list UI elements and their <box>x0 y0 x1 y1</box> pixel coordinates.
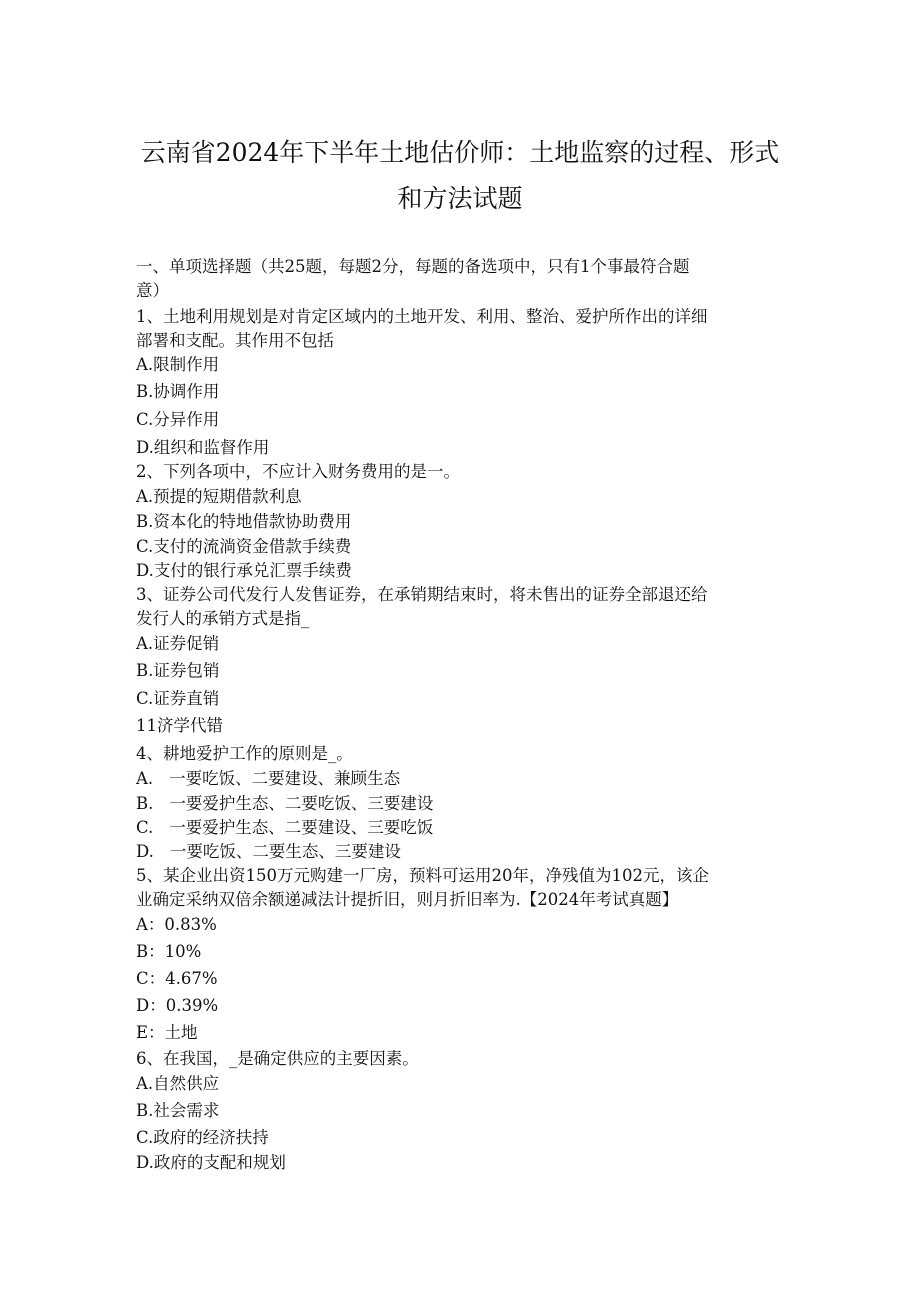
question-2-stem: 2、下列各项中，不应计入财务费用的是一。 <box>136 462 460 481</box>
option-text: 一要吃饭、二要建设、兼顾生态 <box>169 769 401 788</box>
option-text: 一要吃饭、二要生态、三要建设 <box>169 842 401 861</box>
question-4-option-a <box>136 771 400 788</box>
question-3-option-b: B.证券包销 <box>136 661 220 680</box>
question-6-stem: 6、在我国，_是确定供应的主要因素。 <box>136 1049 419 1068</box>
question-1-option-d: D.组织和监督作用 <box>136 438 270 457</box>
question-6-option-d: D.政府的支配和规划 <box>136 1153 286 1172</box>
question-1-stem-line-1: 1、土地利用规划是对肯定区域内的土地开发、利用、整治、爱护所作出的详细 <box>136 307 708 326</box>
document-title-line-1: 云南省2024年下半年土地估价师：土地监察的过程、形式 <box>140 138 780 167</box>
option-text: 一要爱护生态、二要吃饭、三要建设 <box>169 794 434 813</box>
question-3-option-c: C.证券直销 <box>136 689 220 708</box>
question-5-option-b: B：10% <box>136 942 202 961</box>
question-1-option-c: C.分异作用 <box>136 410 220 429</box>
question-5-option-a: A：0.83% <box>136 915 217 934</box>
option-letter: C. <box>136 818 154 837</box>
question-5-option-d: D：0.39% <box>136 996 219 1015</box>
question-3-option-d: 11济学代错 <box>136 716 223 735</box>
option-letter: A. <box>136 769 154 788</box>
question-4-option-d <box>136 844 401 861</box>
question-1-stem-line-2: 部署和支配。其作用不包括 <box>136 331 334 350</box>
option-letter: D. <box>136 842 154 861</box>
option-text: 一要爱护生态、二要建设、三要吃饭 <box>169 818 434 837</box>
question-1-option-b: B.协调作用 <box>136 382 220 401</box>
section-heading-line-2: 意） <box>136 281 169 300</box>
question-5-option-c: C：4.67% <box>136 969 218 988</box>
document-title-line-2: 和方法试题 <box>397 184 523 213</box>
question-5-stem-line-2: 业确定采纳双倍余额递减法计提折旧，则月折旧率为.【2024年考试真题】 <box>136 890 679 909</box>
question-5-option-e: E：土地 <box>136 1023 198 1042</box>
option-letter: B. <box>136 794 154 813</box>
question-4-stem: 4、耕地爱护工作的原则是_。 <box>136 744 353 763</box>
question-4-option-b <box>136 796 433 813</box>
question-3-stem-line-2: 发行人的承销方式是指_ <box>136 609 310 628</box>
question-4-option-c <box>136 820 433 837</box>
question-3-option-a: A.证券促销 <box>136 634 220 653</box>
question-3-stem-line-1: 3、证券公司代发行人发售证券，在承销期结束时，将未售出的证券全部退还给 <box>136 585 708 604</box>
question-2-option-b: B.资本化的特地借款协助费用 <box>136 512 352 531</box>
question-2-option-c: C.支付的流淌资金借款手续费 <box>136 537 352 556</box>
question-5-stem-line-1: 5、某企业出资150万元购建一厂房，预料可运用20年，净残值为102元，该企 <box>136 866 709 885</box>
question-2-option-d: D.支付的银行承兑汇票手续费 <box>136 561 352 580</box>
question-1-option-a: A.限制作用 <box>136 355 220 374</box>
question-6-option-a: A.自然供应 <box>136 1074 220 1093</box>
question-6-option-c: C.政府的经济扶持 <box>136 1128 269 1147</box>
section-heading-line-1: 一、单项选择题（共25题，每题2分，每题的备选项中，只有1个事最符合题 <box>136 257 690 276</box>
question-6-option-b: B.社会需求 <box>136 1101 220 1120</box>
question-2-option-a: A.预提的短期借款利息 <box>136 487 302 506</box>
